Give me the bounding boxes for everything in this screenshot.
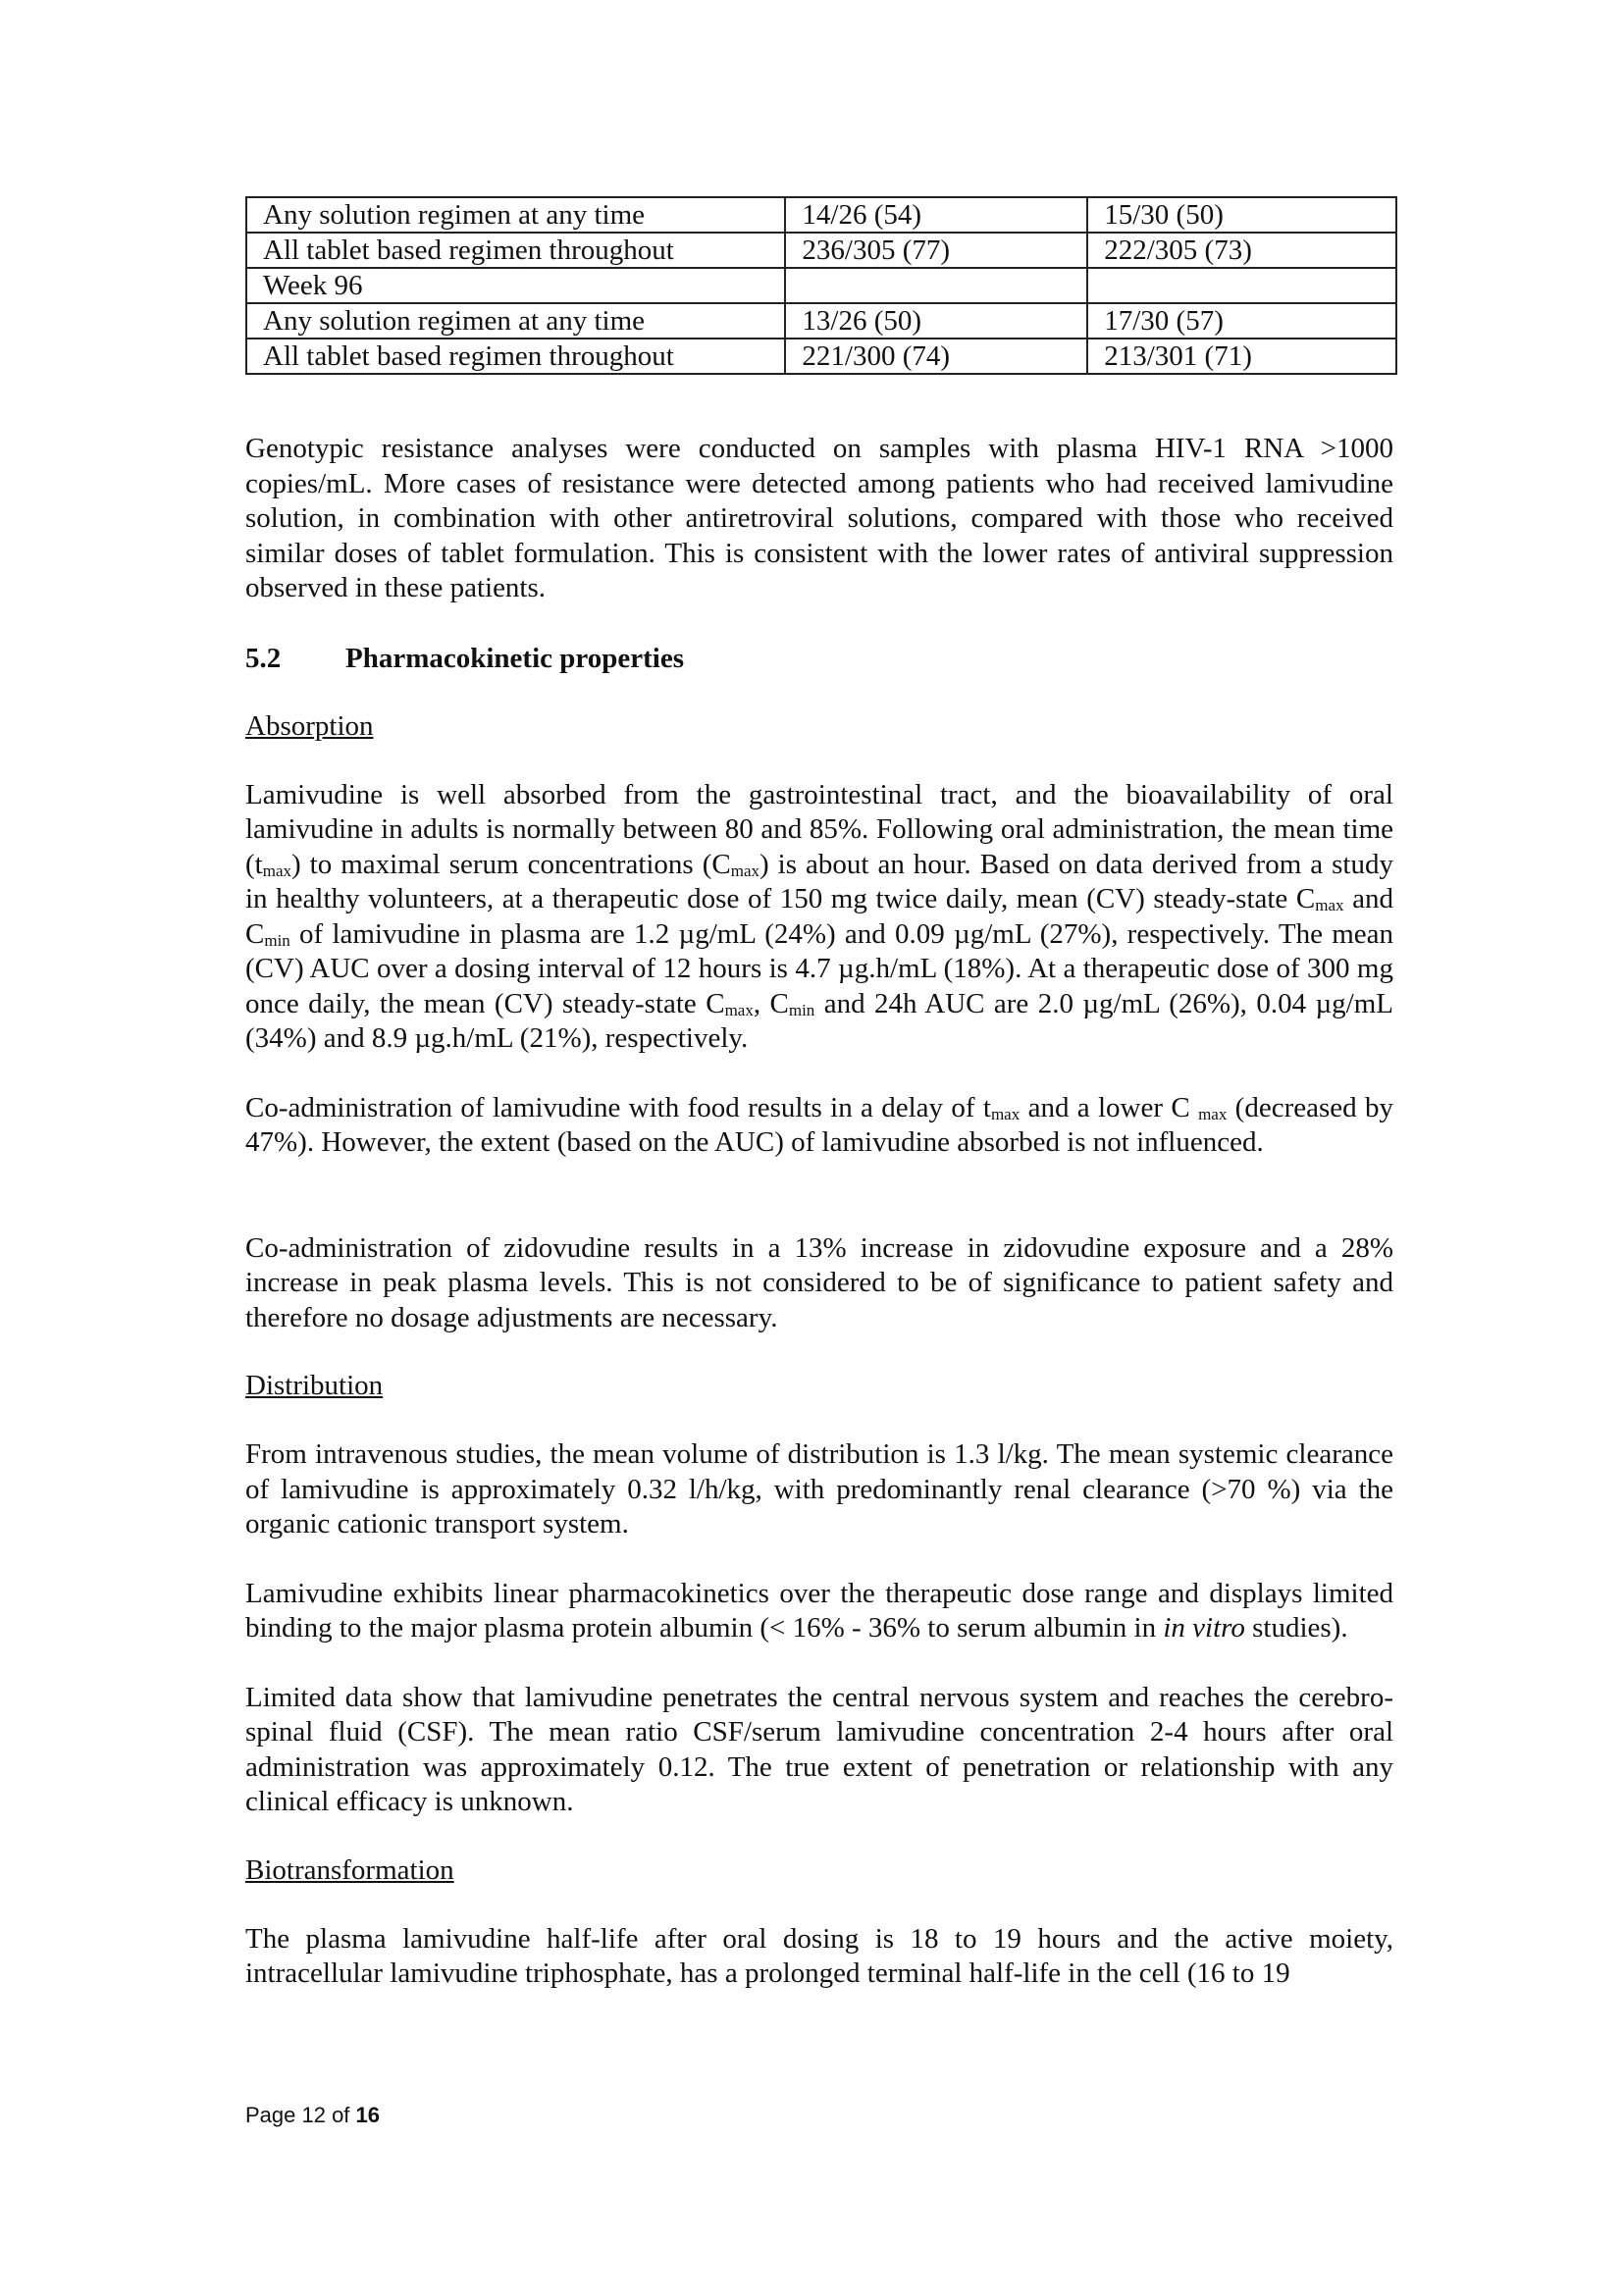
- subheading-biotransformation: Biotransformation: [245, 1853, 454, 1886]
- table-cell: 13/26 (50): [785, 303, 1087, 339]
- table-cell: 222/305 (73): [1087, 233, 1396, 268]
- table-row: [246, 233, 1396, 268]
- results-table: [245, 196, 1397, 375]
- table-row: [246, 197, 1396, 233]
- table-row: [246, 339, 1396, 374]
- table-cell: Week 96: [246, 268, 785, 303]
- table-cell: All tablet based regimen throughout: [246, 339, 785, 374]
- food-effect-paragraph: Co-administration of lamivudine with food results in a delay of $t_{max}$ and a lower C $_{max}$ (decreased by 47%). However, the extent (based on the AUC) of lamivudine absorbed is not influenced.: [245, 1091, 1393, 1158]
- table-cell: 236/305 (77): [785, 233, 1087, 268]
- table-row: [246, 268, 1396, 303]
- table-cell: [785, 268, 1087, 303]
- section-number: 5.2: [245, 642, 282, 674]
- distribution-paragraph-1: From intravenous studies, the mean volume of distribution is 1.3 l/kg. The mean systemic clearance of lamivudine is approximately 0.32 l/h/kg, with predominantly renal clearance (>70 %) via the organic cationic transport system.: [245, 1438, 1393, 1539]
- table-cell: All tablet based regimen throughout: [246, 233, 785, 268]
- table-cell: 17/30 (57): [1087, 303, 1396, 339]
- page-footer: [245, 2103, 380, 2128]
- page-number-label: Page 12 of: [245, 2103, 356, 2127]
- page-total: 16: [355, 2103, 381, 2127]
- section-title: Pharmacokinetic properties: [345, 642, 684, 674]
- table-row: [246, 303, 1396, 339]
- table-cell: 213/301 (71): [1087, 339, 1396, 374]
- subheading-absorption: Absorption: [245, 709, 374, 742]
- biotransformation-paragraph: The plasma lamivudine half-life after oral dosing is 18 to 19 hours and the active moiety, intracellular lamivudine triphosphate, has a prolonged terminal half-life in the cell (16 to 19: [245, 1922, 1393, 1989]
- absorption-paragraph: Lamivudine is well absorbed from the gastrointestinal tract, and the bioavailability of oral lamivudine in adults is normally between 80 and 85%. Following oral administration, the mean time $(t_{max})$ to maximal serum concentrations $(C_{max})$ is about an hour. Based on data derived from a study in healthy volunteers, at a therapeutic dose of 150 mg twice daily, mean (CV) steady-state $C_{max}$ and $C_{min}$ of lamivudine in plasma are 1.2 µg/mL (24%) and 0.09 µg/mL (27%), respectively. The mean (CV) AUC over a dosing interval of 12 hours is 4.7 µg.h/mL (18%). At a therapeutic dose of 300 mg once daily, the mean (CV) steady-state $C_{max}$, $C_{min}$ and 24h AUC are 2.0 µg/mL (26%), 0.04 µg/mL (34%) and 8.9 µg.h/mL (21%), respectively.: [245, 778, 1394, 1054]
- zidovudine-paragraph: Co-administration of zidovudine results in a 13% increase in zidovudine exposure and a 28% increase in peak plasma levels. This is not considered to be of significance to patient safety and therefore no dosage adjustments are necessary.: [245, 1231, 1393, 1333]
- table-cell: 14/26 (54): [785, 197, 1087, 233]
- subheading-distribution: Distribution: [245, 1370, 384, 1401]
- table-cell: Any solution regimen at any time: [246, 303, 785, 339]
- section-heading: [245, 642, 1393, 676]
- table-cell: Any solution regimen at any time: [246, 197, 785, 233]
- distribution-paragraph-3: Limited data show that lamivudine penetrates the central nervous system and reaches the cerebro-spinal fluid (CSF). The mean ratio CSF/serum lamivudine concentration 2-4 hours after oral administration was approximately 0.12. The true extent of penetration or relationship with any clinical efficacy is unknown.: [245, 1681, 1393, 1817]
- distribution-paragraph-2: Lamivudine exhibits linear pharmacokinetics over the therapeutic dose range and displays limited binding to the major plasma protein albumin (< 16% - 36% to serum albumin in in vitro studies).: [245, 1577, 1393, 1644]
- table-cell: 221/300 (74): [785, 339, 1087, 374]
- document-page: [245, 196, 1393, 1992]
- genotypic-resistance-paragraph: Genotypic resistance analyses were conducted on samples with plasma HIV-1 RNA >1000 copies/mL. More cases of resistance were detected among patients who had received lamivudine solution, in combination with other antiretroviral solutions, compared with those who received similar doses of tablet formulation. This is consistent with the lower rates of antiviral suppression observed in these patients.: [245, 433, 1393, 603]
- table-cell: [1087, 268, 1396, 303]
- table-cell: 15/30 (50): [1087, 197, 1396, 233]
